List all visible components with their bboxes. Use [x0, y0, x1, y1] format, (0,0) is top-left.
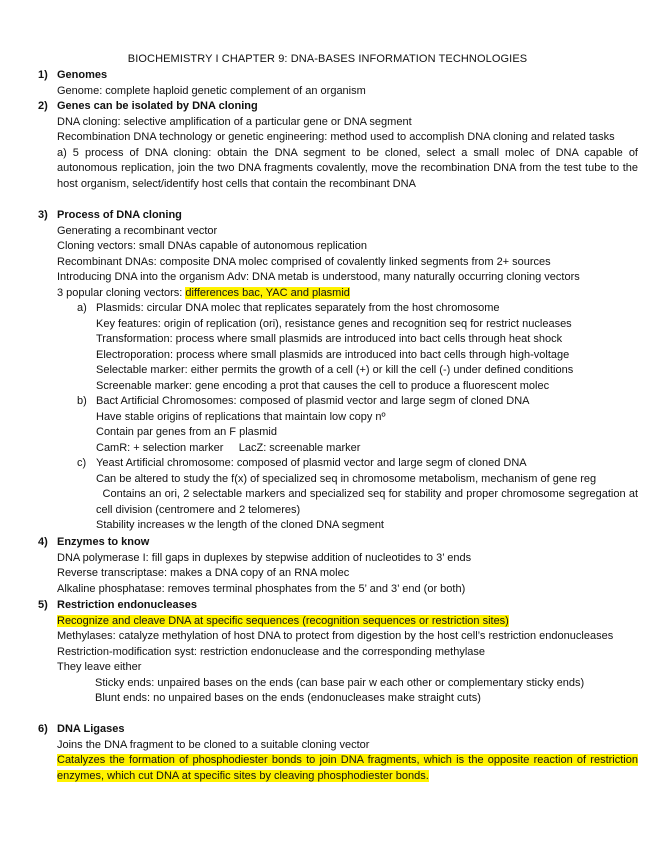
- highlighted-text: Recognize and cleave DNA at specific sequences (recognition sequences or restriction sites): [57, 614, 509, 627]
- section-restriction-endonucleases: [38, 598, 638, 707]
- text-line: They leave either: [57, 661, 142, 673]
- text-line: Sticky ends: unpaired bases on the ends (can base pair w each other or complementary sticky ends): [95, 676, 585, 689]
- text-line: Restriction-modification syst: restriction endonuclease and the corresponding methylase: [57, 645, 485, 658]
- text-paragraph: Methylases: catalyze methylation of host DNA to protect from digestion by the host cell’s restriction endonucleases: [57, 630, 614, 642]
- text-line: Generating a recombinant vector: [57, 224, 218, 237]
- text-line: Alkaline phosphatase: removes terminal phosphates from the 5’ and 3’ end (or both): [57, 582, 466, 595]
- text-line: [57, 286, 638, 302]
- document-title: BIOCHEMISTRY I CHAPTER 9: DNA-BASES INFORMATION TECHNOLOGIES: [127, 53, 528, 65]
- text-line: DNA polymerase I: fill gaps in duplexes by stepwise addition of nucleotides to 3’ ends: [57, 551, 472, 564]
- text-line: Genome: complete haploid genetic complement of an organism: [57, 84, 366, 97]
- text-line: Electroporation: process where small plasmids are introduced into bact cells through high-voltage: [96, 348, 570, 361]
- section-number: 4): [38, 536, 48, 548]
- text-line: Transformation: process where small plasmids are introduced into bact cells through heat shock: [96, 333, 563, 345]
- text-line: CamR: + selection marker LacZ: screenable marker: [96, 441, 361, 454]
- section-genomes: [38, 68, 638, 99]
- text-line: Have stable origins of replications that maintain low copy nº: [96, 410, 386, 423]
- text-line: Stability increases w the length of the cloned DNA segment: [96, 519, 384, 531]
- section-number: 3): [38, 209, 48, 221]
- text-line: Recombinant DNAs: composite DNA molec comprised of covalently linked segments from 2+ sources: [57, 255, 551, 268]
- section-number: 1): [38, 69, 48, 81]
- text-line: Introducing DNA into the organism Adv: DNA metab is understood, many naturally occurring cloning vectors: [57, 271, 580, 283]
- section-heading: Process of DNA cloning: [57, 209, 182, 221]
- text-line: Contain par genes from an F plasmid: [96, 426, 277, 438]
- subsection-label: c): [77, 457, 87, 469]
- section-number: 2): [38, 100, 48, 112]
- section-heading: Enzymes to know: [57, 536, 150, 548]
- text-line: Cloning vectors: small DNAs capable of autonomous replication: [57, 240, 367, 252]
- section-number: 6): [38, 723, 48, 735]
- subsection-label: b): [77, 395, 87, 407]
- section-heading: Genomes: [57, 69, 108, 81]
- section-gene-isolation: [38, 99, 638, 192]
- section-heading: Restriction endonucleases: [57, 599, 197, 611]
- text-line: Selectable marker: either permits the growth of a cell (+) or kill the cell (-) under defined conditions: [96, 364, 574, 376]
- text-line: Screenable marker: gene encoding a prot that causes the cell to produce a fluorescent molec: [96, 379, 550, 392]
- section-dna-ligases: [38, 722, 638, 784]
- text-line: Can be altered to study the f(x) of specialized seq in chromosome metabolism, mechanism of gene reg: [96, 472, 597, 485]
- subsection-yac: [77, 456, 642, 534]
- subsection-plasmids: [77, 301, 638, 394]
- section-cloning-process: [38, 208, 642, 534]
- section-heading: DNA Ligases: [57, 723, 125, 735]
- text-paragraph: Contains an ori, 2 selectable markers and specialized seq for stability and proper chromosome segregation at cell division (centromere and 2 telomeres): [96, 488, 642, 516]
- subsection-bac: [77, 394, 638, 456]
- section-number: 5): [38, 599, 48, 611]
- text-line: Bact Artificial Chromosomes: composed of plasmid vector and large segm of cloned DNA: [96, 395, 530, 407]
- text-line: Plasmids: circular DNA molec that replicates separately from the host chromosome: [96, 302, 500, 314]
- vectors-prefix: 3 popular cloning vectors:: [57, 286, 186, 299]
- text-line: Blunt ends: no unpaired bases on the ends (endonucleases make straight cuts): [95, 692, 481, 704]
- text-line: Key features: origin of replication (ori), resistance genes and recognition seq for restrict nucleases: [96, 317, 572, 330]
- text-paragraph: Recombination DNA technology or genetic engineering: method used to accomplish DNA cloning and related tasks: [57, 131, 615, 143]
- highlighted-text: Catalyzes the formation of phosphodiester bonds to join DNA fragments, which is the opposite reaction of restriction enzymes, which cut DNA at specific sites by cleaving phosphodiester bonds.: [57, 754, 638, 782]
- section-enzymes: [38, 535, 638, 597]
- text-line: DNA cloning: selective amplification of a particular gene or DNA segment: [57, 115, 412, 128]
- text-line: Joins the DNA fragment to be cloned to a suitable cloning vector: [57, 738, 370, 751]
- highlighted-text: differences bac, YAC and plasmid: [185, 286, 350, 299]
- text-line: Reverse transcriptase: makes a DNA copy of an RNA molec: [57, 567, 350, 579]
- section-heading: Genes can be isolated by DNA cloning: [57, 100, 258, 112]
- text-line: Yeast Artificial chromosome: composed of plasmid vector and large segm of cloned DNA: [96, 457, 527, 469]
- text-paragraph: a) 5 process of DNA cloning: obtain the DNA segment to be cloned, select a small molec of DNA capable of autonomous replication, join the two DNA fragments covalently, move the recombination DNA from the test tube to the host organism, select/identify host cells that contain the recombinant DNA: [57, 146, 638, 190]
- subsection-label: a): [77, 302, 87, 314]
